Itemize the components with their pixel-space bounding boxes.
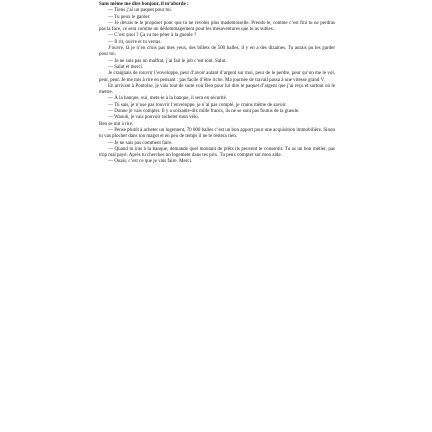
paragraph: Je craignais de rouvrir l’enveloppe, peur d’avoir autant d’argent sur moi, peur de le perdre, peur qu’on me le vol, peur, peur. Je me mis à rire en pensant : pas facile d’être riche. Ma journée de travail passa à une vitesse grand V. <box>99 71 335 83</box>
paragraph: — Je ne sais pas comment faire. <box>108 140 173 146</box>
paragraph: — Quand tu iras à la banque, demande quel montant de prêts ils peuvent te consentir. Tu as un bon métier, pas trop mal payé. Après tu cherches un logement dans tes prix. Tu peux compter sur mon aide. <box>99 146 335 159</box>
paragraph: — À la banque, oui, mets-le à la banque, il sera en sécurité. <box>108 96 228 102</box>
paragraph: — Donne je vais compter. Il y a soixante-dix mille francs, ils ne se sont pas foutus de ta gueule. <box>108 109 300 115</box>
paragraph: — Tiens j’ai un paquet pour toi. <box>108 8 173 14</box>
paragraph: — C’est quoi ? Ça va me péter à la gueule ? <box>108 33 197 39</box>
paragraph: Sans même me dire bonjour, il m’aborde : <box>99 2 189 7</box>
paragraph: — Je ne suis pas un malfrat, j’ai fait le job c’est tout. Salut. <box>108 58 227 64</box>
paragraph: — Salut et merci. <box>108 64 144 70</box>
paragraph: — Il rit, ouvre et tu verras. <box>108 39 162 45</box>
paragraph: J’ouvre, là je n’en crois pas mes yeux, des billets de 500 balles, il y en a des dizaines. Tu aurais pu les garder pour toi. <box>99 46 335 58</box>
paragraph: En arrivant à Pontoise, je vais tout de suite voir Ben pour lui dire le paquet d’argent que j’ai reçu et surtout où le mettre. <box>99 83 335 96</box>
paragraph: — Tu sais, je n’ose pas rouvrir l’enveloppe, je n’ai pas compté, je crains même de savoir. <box>108 102 287 108</box>
paragraph: — Ouais, c’est ce que je vais faire. Merci. <box>108 159 193 165</box>
paragraph: — Waouh, je vais pouvoir racheter mon vélo. <box>108 115 200 121</box>
paragraph: Ben se mit à rire. <box>99 121 134 127</box>
paragraph: — Tu peux le garder. <box>108 14 151 20</box>
paragraph: — Pense plutôt à acheter un logement, 70 000 balles c’est un bon apport pour une acquisition immobilière. Sinon tu vas plocher dans ton magot et en peu de temps il ne te restera rien. <box>99 127 335 140</box>
paragraph: — Je devais te le proposer pour que tu ne revoies plus mademoiselle. Prends-le, comme c’est fini tu ne perdras pas la face, ce sera comme un dédommagement pour les mésaventures que tu as subies. <box>99 20 335 33</box>
